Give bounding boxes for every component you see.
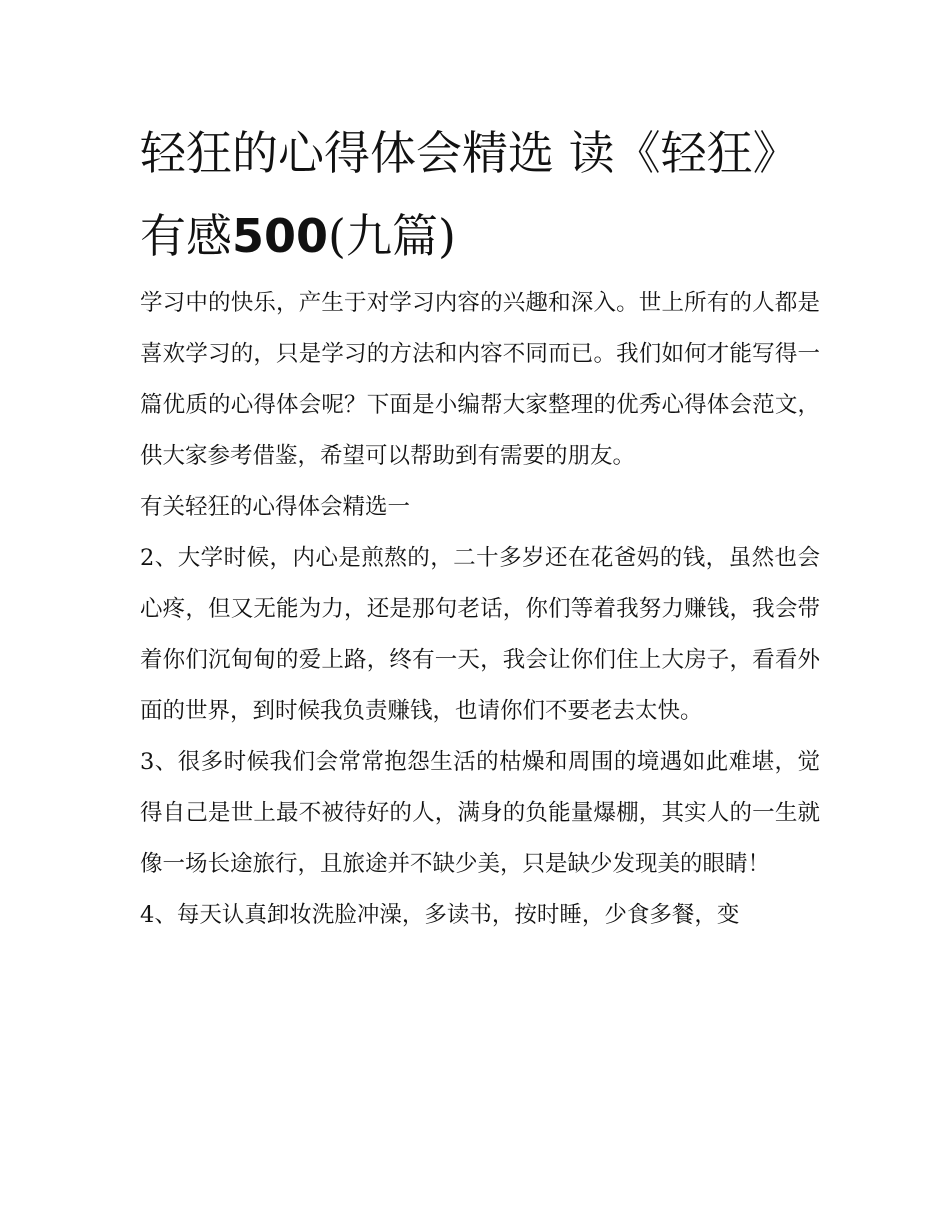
title-text: 轻狂的心得体会精选 读《轻狂》有感	[140, 126, 799, 263]
list-item-4: 4、每天认真卸妆洗脸冲澡，多读书，按时睡，少食多餐，变	[140, 902, 740, 928]
title-suffix: (九篇)	[328, 209, 456, 263]
list-item-3: 3、很多时候我们会常常抱怨生活的枯燥和周围的境遇如此难堪，觉得自己是世上最不被待好的人，满身的负能量爆棚，其实人的一生就像一场长途旅行，且旅途并不缺少美，只是缺少发现美的眼睛！	[140, 749, 820, 877]
document-title	[140, 112, 820, 278]
section-heading: 有关轻狂的心得体会精选一	[140, 494, 411, 520]
document-body	[140, 278, 820, 941]
list-item-2: 2、大学时候，内心是煎熬的，二十多岁还在花爸妈的钱，虽然也会心疼，但又无能为力，还是那句老话，你们等着我努力赚钱，我会带着你们沉甸甸的爱上路，终有一天，我会让你们住上大房子，看看外面的世界，到时候我负责赚钱，也请你们不要老去太快。	[140, 545, 820, 724]
intro-paragraph: 学习中的快乐，产生于对学习内容的兴趣和深入。世上所有的人都是喜欢学习的，只是学习的方法和内容不同而已。我们如何才能写得一篇优质的心得体会呢？下面是小编帮大家整理的优秀心得体会范文，供大家参考借鉴，希望可以帮助到有需要的朋友。	[140, 290, 820, 469]
title-number: 500	[232, 209, 329, 263]
